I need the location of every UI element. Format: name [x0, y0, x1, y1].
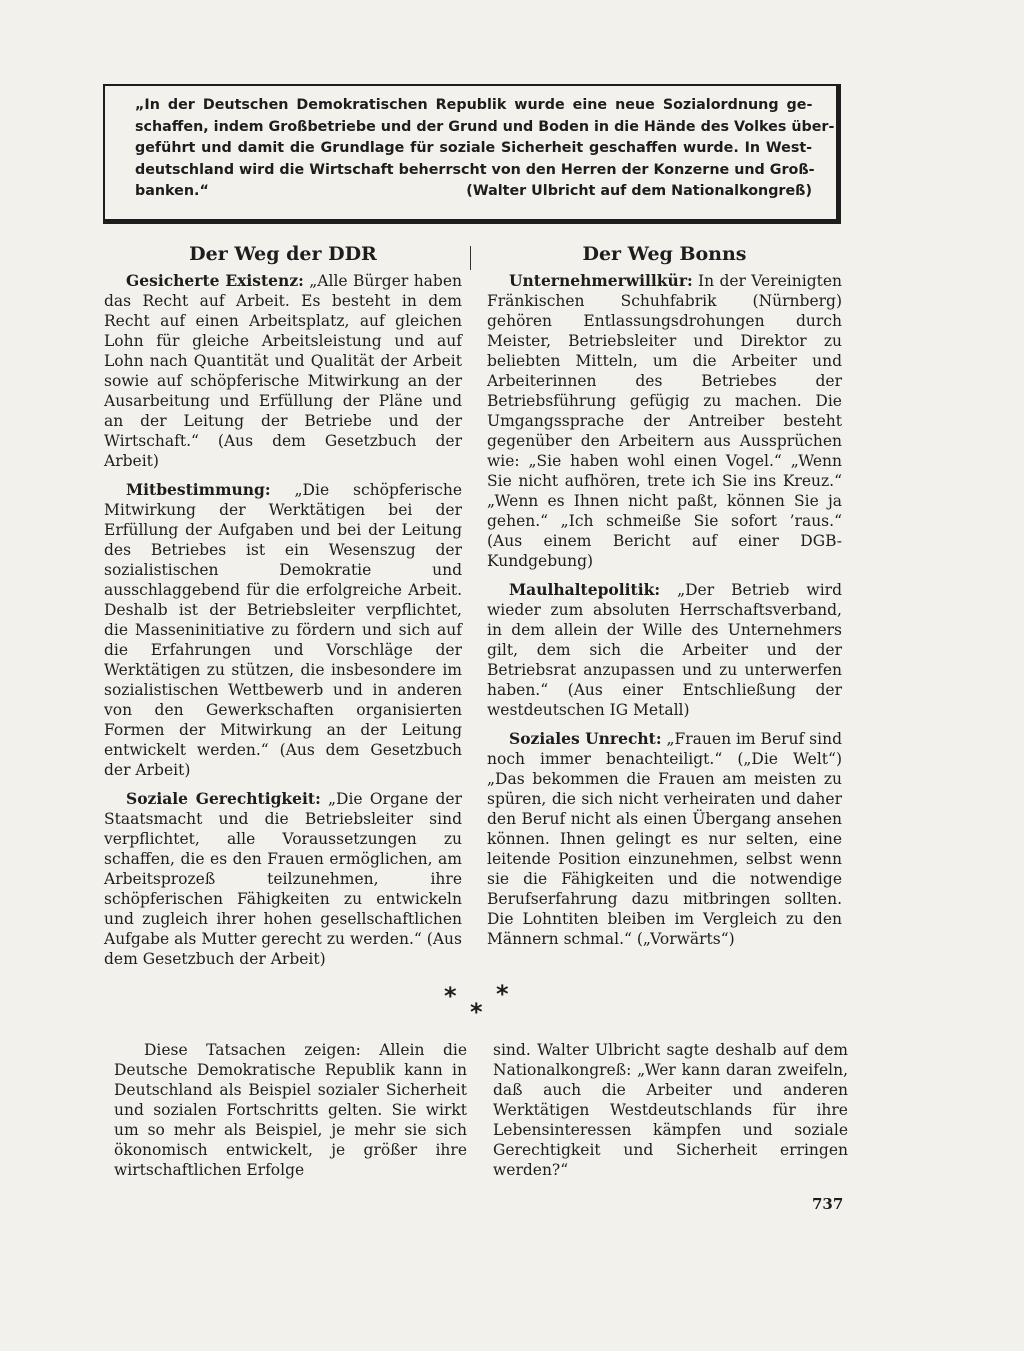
- asterism-separator: [440, 980, 530, 1026]
- right-section-maulhalte: [487, 580, 842, 720]
- section-lead: Maulhaltepolitik:: [509, 580, 661, 599]
- left-column: [104, 241, 462, 978]
- left-section-mitbestimmung: [104, 480, 462, 780]
- quote-box: [103, 84, 841, 224]
- section-text: „Alle Bürger haben das Recht auf Arbeit. Es besteht in dem Recht auf einen Arbeitsplatz, auf gleichen Lohn für gleiche Arbeitsleistung und auf Lohn nach Quantität und Qualität der Arbeit sowie auf schöpferische Mitwirkung an der Ausarbeitung und Erfüllung der Pläne und an der Leitung der Betriebe und der Wirtschaft.“ (Aus dem Gesetzbuch der Arbeit): [104, 272, 462, 470]
- quote-text: banken.“: [135, 183, 209, 200]
- quote-line: [135, 95, 812, 117]
- section-text: In der Vereinigten Fränkischen Schuhfabrik (Nürnberg) gehören Entlassungsdrohungen durch Meister, Betriebsleiter und Direktor zu beliebten Mitteln, um die Arbeiter und Arbeiterinnen des Betriebes der Betriebsführung gefügig zu machen. Die Umgangssprache der Antreiber besteht gegenüber den Arbeitern aus Aussprüchen wie: „Sie haben wohl einen Vogel.“ „Wenn Sie nicht aufhören, trete ich Sie ins Kreuz.“ „Wenn es Ihnen nicht paßt, können Sie ja gehen.“ „Ich schmeiße Sie sofort ’raus.“ (Aus einem Bericht auf einer DGB-Kundgebung): [487, 272, 842, 570]
- section-lead: Unternehmerwillkür:: [509, 271, 693, 290]
- asterisk: *: [444, 982, 457, 1010]
- quote-text: schaffen, indem Großbetriebe und der Grund und Boden in die Hände des Volkes über-: [135, 118, 835, 135]
- column-divider: [470, 246, 471, 270]
- section-lead: Soziale Gerechtigkeit:: [126, 789, 321, 808]
- left-section-existenz: [104, 271, 462, 471]
- section-text: „Die Organe der Staatsmacht und die Betriebsleiter sind verpflichtet, alle Voraussetzungen zu schaffen, die es den Frauen ermöglichen, am Arbeitsprozeß teilzunehmen, ihre schöpferischen Fähigkeiten zu entwickeln und zugleich ihrer hohen gesellschaftlichen Aufgabe als Mutter gerecht zu werden.“ (Aus dem Gesetzbuch der Arbeit): [104, 790, 462, 968]
- quote-text: deutschland wird die Wirtschaft beherrscht von den Herren der Konzerne und Groß-: [135, 161, 815, 178]
- quote-line: [135, 138, 812, 160]
- quote-text: „In der Deutschen Demokratischen Republik wurde eine neue Sozialordnung ge-: [135, 97, 813, 113]
- quote-line: [135, 181, 812, 203]
- right-section-willkuer: [487, 271, 842, 571]
- asterisk: *: [496, 980, 509, 1008]
- right-section-unrecht: [487, 729, 842, 949]
- section-lead: Mitbestimmung:: [126, 480, 271, 499]
- right-column-heading: Der Weg Bonns: [582, 243, 747, 265]
- asterisk: *: [470, 998, 483, 1026]
- section-lead: Soziales Unrecht:: [509, 729, 662, 748]
- quote-line: [135, 117, 835, 139]
- section-text: „Frauen im Beruf sind noch immer benachteiligt.“ („Die Welt“) „Das bekommen die Frauen am meisten zu spüren, die sich nicht verheiraten und daher den Beruf nicht als einen Übergang ansehen können. Ihnen gelingt es nur selten, eine leitende Position einzunehmen, selbst wenn sie die Fähigkeiten und die notwendige Berufserfahrung dazu mitbringen sollten. Die Lohntiten bleiben im Vergleich zu den Männern schmal.“ („Vorwärts“): [487, 730, 842, 948]
- quote-attribution: (Walter Ulbricht auf dem Nationalkongreß): [466, 183, 812, 200]
- section-lead: Gesicherte Existenz:: [126, 271, 304, 290]
- left-column-heading: Der Weg der DDR: [189, 243, 377, 265]
- page-number: 737: [812, 1195, 844, 1213]
- left-section-gerechtigkeit: [104, 789, 462, 969]
- quote-text: geführt und damit die Grundlage für soziale Sicherheit geschaffen wurde. In West-: [135, 140, 813, 157]
- conclusion-right: sind. Walter Ulbricht sagte deshalb auf dem Nationalkongreß: „Wer kann daran zweifeln, daß auch die Arbeiter und anderen Werktätigen Westdeutschlands für ihre Lebensinteressen kämpfen und soziale Gerechtigkeit und Sicherheit erringen werden?“: [493, 1041, 848, 1179]
- right-column: [487, 241, 842, 958]
- section-text: „Die schöpferische Mitwirkung der Werktätigen bei der Erfüllung der Aufgaben und bei der Leitung des Betriebes ist ein Wesenszug der sozialistischen Demokratie und ausschlaggebend für die erfolgreiche Arbeit. Deshalb ist der Betriebsleiter verpflichtet, die Masseninitiative zu fördern und sich auf die Erfahrungen und Vorschläge der Werktätigen zu stützen, die insbesondere im sozialistischen Wettbewerb und in anderen von den Gewerkschaften organisierten Formen der Mitwirkung an der Leitung entwickelt werden.“ (Aus dem Gesetzbuch der Arbeit): [104, 481, 462, 779]
- section-text: „Der Betrieb wird wieder zum absoluten Herrschaftsverband, in dem allein der Wille des Unternehmers gilt, dem sich die Arbeiter und der Betriebsrat anzupassen und zu unterwerfen haben.“ (Aus einer Entschließung der westdeutschen IG Metall): [487, 581, 842, 719]
- quote-line: [135, 160, 815, 182]
- conclusion-left: Diese Tatsachen zeigen: Allein die Deutsche Demokratische Republik kann in Deutschland als Beispiel sozialer Sicherheit und sozialen Fortschritts gelten. Sie wirkt um so mehr als Beispiel, je mehr sie sich ökonomisch entwickelt, je größer ihre wirtschaftlichen Erfolge: [114, 1041, 467, 1179]
